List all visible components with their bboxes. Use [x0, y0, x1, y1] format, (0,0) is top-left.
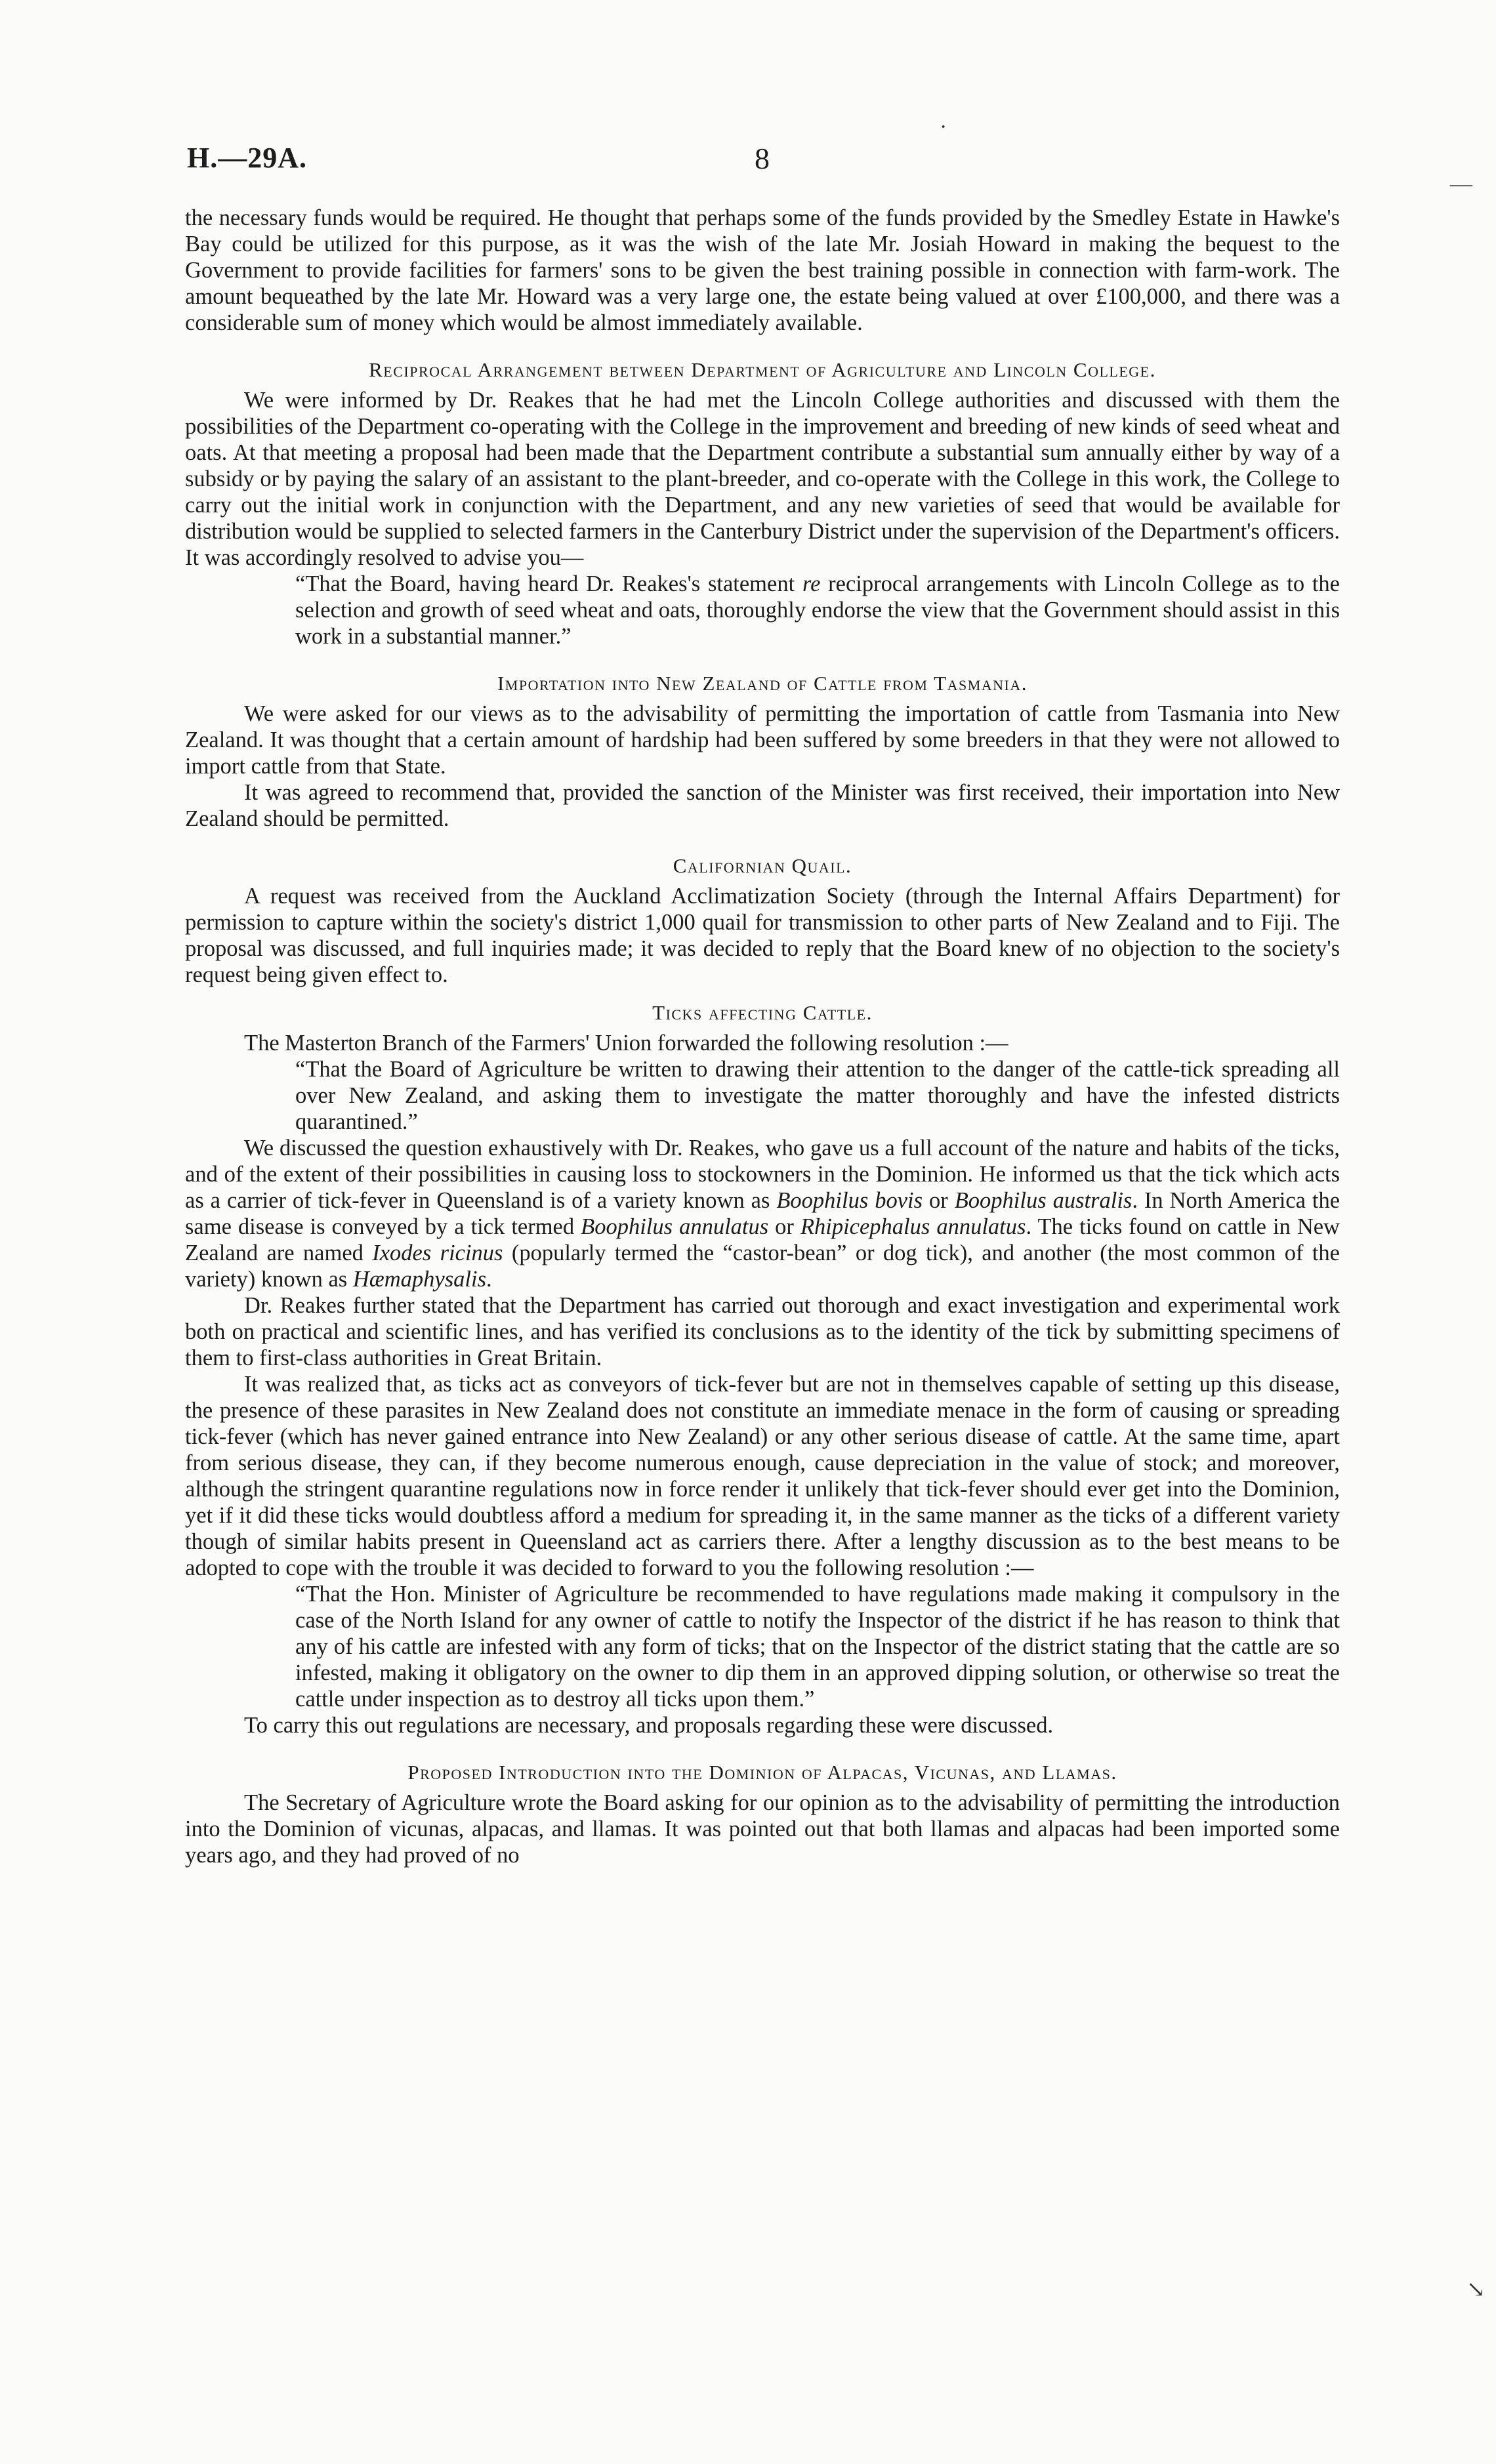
- margin-tick-mark: ↘: [1466, 2278, 1486, 2302]
- page-number: 8: [755, 142, 770, 175]
- paragraph-tasmania-recommendation: It was agreed to recommend that, provided the sanction of the Minister was first received, their importation into New Zealand should be permitted.: [185, 780, 1340, 831]
- resolution-lincoln-college: [295, 571, 1340, 649]
- resolution-tick-regulations: “That the Hon. Minister of Agriculture be recommended to have regulations made making it compulsory in the case of the North Island for any owner of cattle to notify the Inspector of the district if he has reason to think that any of his cattle are infested with any form of ticks; that on the Inspector of the district stating that the cattle are so infested, making it obligatory on the owner to dip them in an approved dipping solution, or otherwise so treat the cattle under inspection as to destroy all ticks upon them.”: [295, 1582, 1340, 1712]
- species-name: Ixodes ricinus: [372, 1241, 503, 1265]
- species-name: Boophilus bovis: [776, 1188, 923, 1213]
- paragraph-californian-quail: A request was received from the Auckland Acclimatization Society (through the Internal Affairs Department) for permission to capture within the society's district 1,000 quail for transmission to other parts of New Zealand and to Fiji. The proposal was discussed, and full inquiries made; it was decided to reply that the Board knew of no objection to the society's request being given effect to.: [185, 884, 1340, 987]
- species-name: Rhipicephalus annulatus: [800, 1214, 1026, 1239]
- text-run: or: [923, 1188, 955, 1213]
- text-run: (popularly termed the “castor-bean” or dog tick), and another (the most common of the variety) known as: [185, 1241, 1340, 1292]
- text-run: . In North America the same disease is conveyed by a tick termed: [185, 1188, 1340, 1239]
- text-run: . The ticks found on cattle in New Zealand are named: [185, 1214, 1340, 1265]
- paragraph-lincoln-college: We were informed by Dr. Reakes that he had met the Lincoln College authorities and discussed with them the possibilities of the Department co-operating with the College in the improvement and breeding of new kinds of seed wheat and oats. At that meeting a proposal had been made that the Department contribute a substantial sum annually either by way of a subsidy or by paying the salary of an assistant to the plant-breeder, and co-operate with the College in this work, the College to carry out the initial work in conjunction with the Department, and any new varieties of seed that would be available for distribution would be supplied to selected farmers in the Canterbury District under the supervision of the Department's officers. It was accordingly resolved to advise you—: [185, 388, 1340, 570]
- paragraph-tick-fever-discussion: It was realized that, as ticks act as conveyors of tick-fever but are not in themselves capable of setting up this disease, the presence of these parasites in New Zealand does not constitute an immediate menace in the form of causing or spreading tick-fever (which has never gained entrance into New Zealand) or any other serious disease of cattle. At the same time, apart from serious disease, they can, if they become numerous enough, cause depreciation in the value of stock; and moreover, although the stringent quarantine regulations now in force render it unlikely that tick-fever should ever get into the Dominion, yet if it did these ticks would doubtless afford a medium for spreading it, in the same manner as the ticks of a different variety though of similar habits present in Queensland act as carriers there. After a lengthy discussion as to the best means to be adopted to cope with the trouble it was decided to forward to you the following resolution :—: [185, 1372, 1340, 1580]
- section-heading-tasmania-cattle: Importation into New Zealand of Cattle from Tasmania.: [497, 672, 1028, 695]
- page-header: [187, 141, 1332, 187]
- resolution-text: reciprocal arrangements with Lincoln College as to the selection and growth of seed wheat and oats, thoroughly endorse the view that the Government should assist in this work in a substantial manner.”: [295, 571, 1340, 649]
- text-run: or: [768, 1214, 800, 1239]
- document-reference: H.—29A.: [187, 142, 307, 174]
- paragraph-continued: the necessary funds would be required. He thought that perhaps some of the funds provided by the Smedley Estate in Hawke's Bay could be utilized for this purpose, as it was the wish of the late Mr. Josiah Howard in making the bequest to the Government to provide facilities for farmers' sons to be given the best training possible in connection with farm-work. The amount bequeathed by the late Mr. Howard was a very large one, the estate being valued at over £100,000, and there was a considerable sum of money which would be almost immediately available.: [185, 205, 1340, 335]
- species-name: Hæmaphysalis: [352, 1267, 486, 1292]
- text-run: We discussed the question exhaustively with Dr. Reakes, who gave us a full account of the nature and habits of the ticks, and of the extent of their possibilities in causing loss to stockowners in the Dominion. He informed us that the tick which acts as a carrier of tick-fever in Queensland is of a variety known as: [185, 1136, 1340, 1213]
- section-heading-alpacas-llamas: Proposed Introduction into the Dominion of Alpacas, Vicunas, and Llamas.: [407, 1761, 1117, 1784]
- species-name: Boophilus annulatus: [581, 1214, 769, 1239]
- paragraph-masterton-resolution: The Masterton Branch of the Farmers' Union forwarded the following resolution :—: [244, 1031, 1008, 1056]
- section-heading-ticks: Ticks affecting Cattle.: [652, 1001, 873, 1024]
- paragraph-tasmania-cattle: We were asked for our views as to the advisability of permitting the importation of cattle from Tasmania into New Zealand. It was thought that a certain amount of hardship had been suffered by some breeders in that they were not allowed to import cattle from that State.: [185, 701, 1340, 779]
- stray-dot-mark: ·: [940, 115, 947, 139]
- section-heading-californian-quail: Californian Quail.: [673, 854, 852, 877]
- latin-term: re: [802, 571, 821, 596]
- resolution-farmers-union: “That the Board of Agriculture be written to drawing their attention to the danger of the cattle-tick spreading all over New Zealand, and asking them to investigate the matter thoroughly and have the infested districts quarantined.”: [295, 1057, 1340, 1134]
- resolution-text: “That the Board, having heard Dr. Reakes's statement: [295, 571, 802, 596]
- document-body: [185, 205, 1340, 1868]
- section-heading-lincoln-college: Reciprocal Arrangement between Department of Agriculture and Lincoln College.: [369, 358, 1156, 381]
- margin-dash-mark: —: [1450, 172, 1472, 196]
- paragraph-reakes-investigation: Dr. Reakes further stated that the Department has carried out thorough and exact investigation and experimental work both on practical and scientific lines, and has verified its conclusions as to the identity of the tick by submitting specimens of them to first-class authorities in Great Britain.: [185, 1293, 1340, 1370]
- paragraph-tick-varieties: [185, 1135, 1340, 1292]
- paragraph-regulations-needed: To carry this out regulations are necessary, and proposals regarding these were discussed.: [244, 1713, 1054, 1738]
- text-run: .: [486, 1267, 492, 1292]
- paragraph-alpacas-llamas: The Secretary of Agriculture wrote the Board asking for our opinion as to the advisability of permitting the introduction into the Dominion of vicunas, alpacas, and llamas. It was pointed out that both llamas and alpacas had been imported some years ago, and they had proved of no: [185, 1790, 1340, 1868]
- species-name: Boophilus australis: [954, 1188, 1132, 1213]
